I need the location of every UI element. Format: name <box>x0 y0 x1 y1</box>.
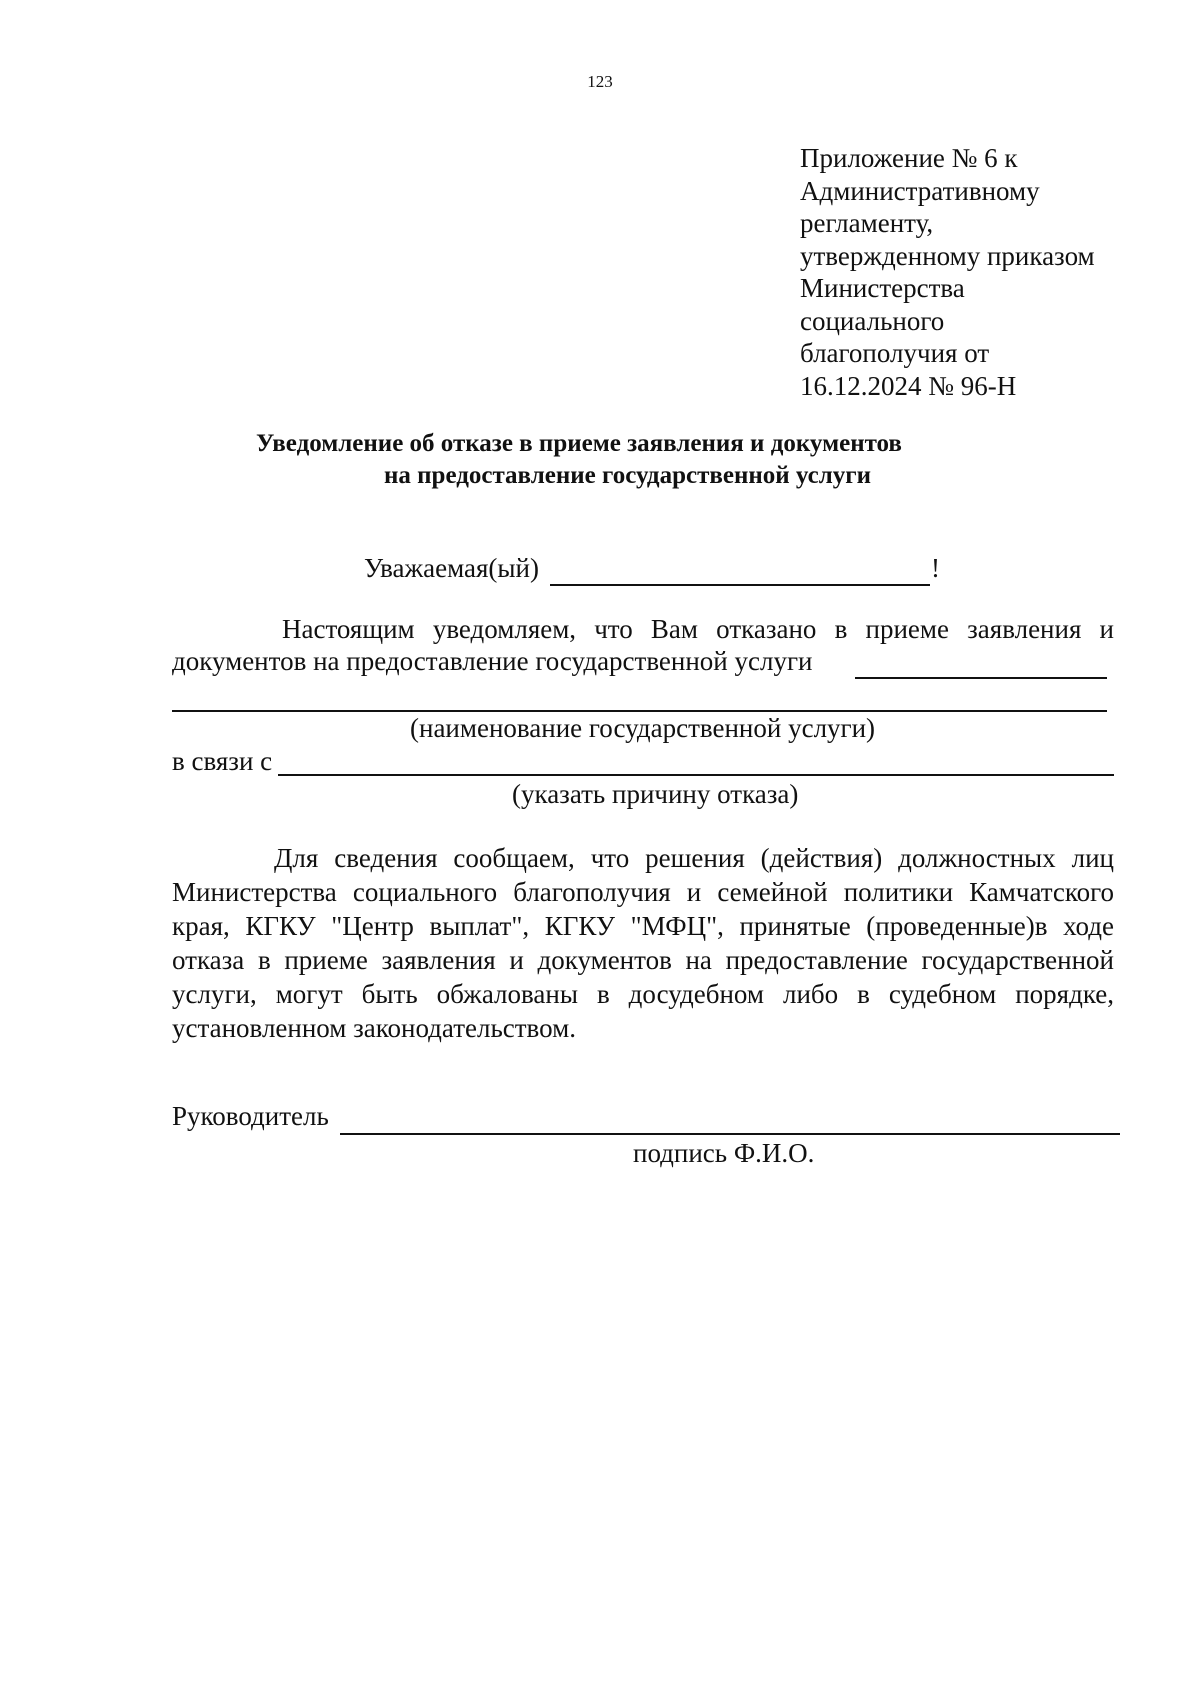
info-line: услуги, могут быть обжалованы в досудебном либо в судебном порядке, <box>172 979 1114 1009</box>
notice-line: документов на предоставление государственной услуги <box>172 646 813 676</box>
greeting-suffix: ! <box>931 553 940 583</box>
signature-label: Руководитель <box>172 1101 329 1131</box>
appendix-line: социального <box>800 305 945 336</box>
reason-prefix: в связи с <box>172 746 273 776</box>
appendix-line: благополучия от <box>800 338 990 368</box>
reason-line <box>278 774 1114 776</box>
greeting-prefix: Уважаемая(ый) <box>364 553 539 583</box>
info-line: Министерства социального благополучия и семейной политики Камчатского <box>172 877 1114 907</box>
notice-line: Настоящим уведомляем, что Вам отказано в приеме заявления и <box>282 614 1114 644</box>
appendix-line: Министерства <box>800 273 965 303</box>
appendix-line: 16.12.2024 № 96-Н <box>800 370 1017 401</box>
info-line: края, КГКУ "Центр выплат", КГКУ "МФЦ", принятые (проведенные)в ходе <box>172 911 1114 941</box>
appendix-block <box>800 142 1140 402</box>
signature-line <box>340 1133 1120 1135</box>
appendix-line: Административному <box>800 175 1040 206</box>
title-line: Уведомление об отказе в приеме заявления и документов <box>256 430 902 457</box>
info-line: установленном законодательством. <box>172 1013 576 1043</box>
appendix-line: регламенту, <box>800 208 934 238</box>
title-line: на предоставление государственной услуги <box>384 462 872 489</box>
appendix-line: утвержденному приказом <box>800 240 1095 271</box>
page-number: 123 <box>587 72 613 91</box>
recipient-name-line <box>550 584 930 586</box>
service-name-line <box>855 677 1107 679</box>
signature-caption: подпись Ф.И.О. <box>633 1138 815 1168</box>
service-caption: (наименование государственной услуги) <box>410 713 876 743</box>
service-name-line <box>172 710 1107 712</box>
info-line: отказа в приеме заявления и документов на предоставление государственной <box>172 945 1114 975</box>
reason-caption: (указать причину отказа) <box>512 779 799 809</box>
info-line: Для сведения сообщаем, что решения (действия) должностных лиц <box>274 843 1114 873</box>
appendix-line: Приложение № 6 к <box>800 143 1018 173</box>
